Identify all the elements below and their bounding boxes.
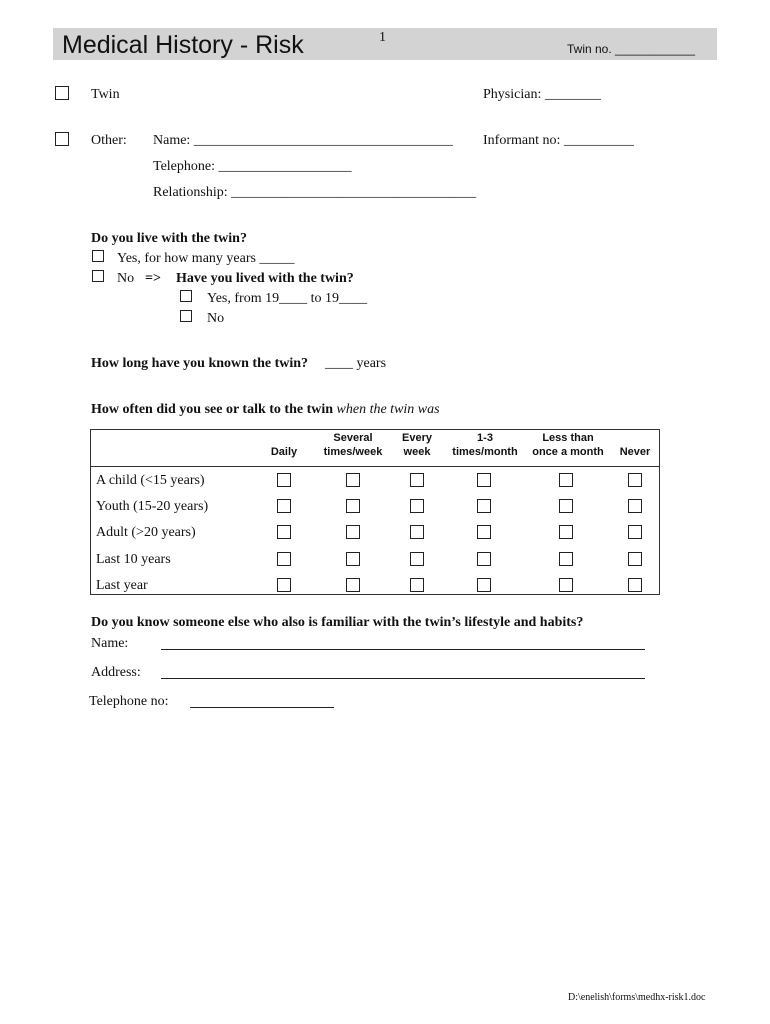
- col-header-several-times-week: [313, 431, 393, 459]
- lived-yes-checkbox[interactable]: [180, 290, 192, 302]
- col-header-line2: Never: [619, 446, 651, 458]
- grid-checkbox[interactable]: [277, 552, 291, 566]
- relationship-field[interactable]: Relationship: ___________________________________: [153, 185, 477, 200]
- telephone-field[interactable]: Telephone: ___________________: [153, 159, 352, 174]
- col-header-line1: Several: [333, 432, 373, 444]
- live-no-label: No: [117, 271, 135, 286]
- col-header-line1: [610, 431, 660, 445]
- col-header-less-than-once-month: [527, 431, 609, 459]
- col-header-every-week: [392, 431, 442, 459]
- lived-yes-label: Yes, from 19____ to 19____: [207, 291, 367, 306]
- grid-checkbox[interactable]: [410, 525, 424, 539]
- grid-checkbox[interactable]: [277, 578, 291, 592]
- contact-address-label: Address:: [91, 665, 141, 680]
- col-header-line1: Every: [402, 432, 432, 444]
- live-yes-checkbox[interactable]: [92, 250, 104, 262]
- frequency-table-header-rule: [90, 466, 660, 467]
- grid-checkbox[interactable]: [410, 499, 424, 513]
- col-header-line2: Daily: [270, 446, 298, 458]
- grid-checkbox[interactable]: [559, 473, 573, 487]
- row-label-adult: Adult (>20 years): [96, 525, 196, 540]
- lived-no-checkbox[interactable]: [180, 310, 192, 322]
- name-field[interactable]: Name: _____________________________________: [153, 133, 453, 148]
- lived-no-label: No: [207, 311, 225, 326]
- col-header-line2: times/month: [452, 446, 518, 458]
- grid-checkbox[interactable]: [477, 578, 491, 592]
- grid-checkbox[interactable]: [477, 552, 491, 566]
- contact-address-line[interactable]: [161, 678, 645, 679]
- known-question: How long have you known the twin?: [91, 356, 309, 371]
- contact-telephone-label: Telephone no:: [89, 694, 169, 709]
- col-header-daily: [254, 431, 314, 459]
- frequency-question-main: How often did you see or talk to the twin: [91, 402, 334, 417]
- grid-checkbox[interactable]: [346, 473, 360, 487]
- lived-with-question: Have you lived with the twin?: [176, 271, 354, 286]
- grid-checkbox[interactable]: [346, 578, 360, 592]
- footer-file-path: D:\enelish\forms\medhx-risk1.doc: [568, 992, 706, 1003]
- grid-checkbox[interactable]: [628, 552, 642, 566]
- live-with-question: Do you live with the twin?: [91, 231, 247, 246]
- grid-checkbox[interactable]: [628, 499, 642, 513]
- col-header-line1: Less than: [542, 432, 594, 444]
- contact-telephone-line[interactable]: [190, 707, 334, 708]
- grid-checkbox[interactable]: [628, 578, 642, 592]
- grid-checkbox[interactable]: [477, 499, 491, 513]
- grid-checkbox[interactable]: [410, 473, 424, 487]
- grid-checkbox[interactable]: [477, 525, 491, 539]
- col-header-line2: once a month: [532, 446, 604, 458]
- row-label-youth: Youth (15-20 years): [96, 499, 209, 514]
- page-number: 1: [379, 30, 386, 45]
- twin-checkbox[interactable]: [55, 86, 69, 100]
- contact-question: Do you know someone else who also is familiar with the twin’s lifestyle and habits?: [91, 615, 584, 630]
- known-years-field[interactable]: ____ years: [325, 356, 387, 371]
- grid-checkbox[interactable]: [559, 499, 573, 513]
- row-label-child: A child (<15 years): [96, 473, 205, 488]
- grid-checkbox[interactable]: [628, 525, 642, 539]
- grid-checkbox[interactable]: [628, 473, 642, 487]
- other-label: Other:: [91, 133, 127, 148]
- contact-name-line[interactable]: [161, 649, 645, 650]
- col-header-1-3-times-month: [445, 431, 525, 459]
- grid-checkbox[interactable]: [559, 578, 573, 592]
- arrow-glyph: =>: [145, 271, 161, 286]
- grid-checkbox[interactable]: [346, 499, 360, 513]
- live-yes-label: Yes, for how many years _____: [117, 251, 295, 266]
- contact-name-label: Name:: [91, 636, 129, 651]
- row-label-last-10-years: Last 10 years: [96, 552, 171, 567]
- grid-checkbox[interactable]: [477, 473, 491, 487]
- other-checkbox[interactable]: [55, 132, 69, 146]
- grid-checkbox[interactable]: [277, 499, 291, 513]
- grid-checkbox[interactable]: [277, 525, 291, 539]
- page-title: Medical History - Risk: [62, 31, 304, 59]
- frequency-question: [91, 402, 440, 418]
- col-header-line1: 1-3: [477, 432, 493, 444]
- frequency-question-tail: when the twin was: [336, 402, 440, 417]
- grid-checkbox[interactable]: [559, 525, 573, 539]
- grid-checkbox[interactable]: [346, 525, 360, 539]
- grid-checkbox[interactable]: [410, 578, 424, 592]
- col-header-line1: [254, 431, 314, 445]
- col-header-line2: times/week: [323, 446, 383, 458]
- grid-checkbox[interactable]: [410, 552, 424, 566]
- live-no-checkbox[interactable]: [92, 270, 104, 282]
- row-label-last-year: Last year: [96, 578, 148, 593]
- grid-checkbox[interactable]: [346, 552, 360, 566]
- physician-field[interactable]: Physician: ________: [483, 87, 601, 102]
- twin-no-field[interactable]: Twin no. ____________: [567, 42, 696, 56]
- grid-checkbox[interactable]: [277, 473, 291, 487]
- col-header-line2: week: [403, 446, 431, 458]
- informant-field[interactable]: Informant no: __________: [483, 133, 634, 148]
- col-header-never: [610, 431, 660, 459]
- grid-checkbox[interactable]: [559, 552, 573, 566]
- twin-label: Twin: [91, 87, 120, 102]
